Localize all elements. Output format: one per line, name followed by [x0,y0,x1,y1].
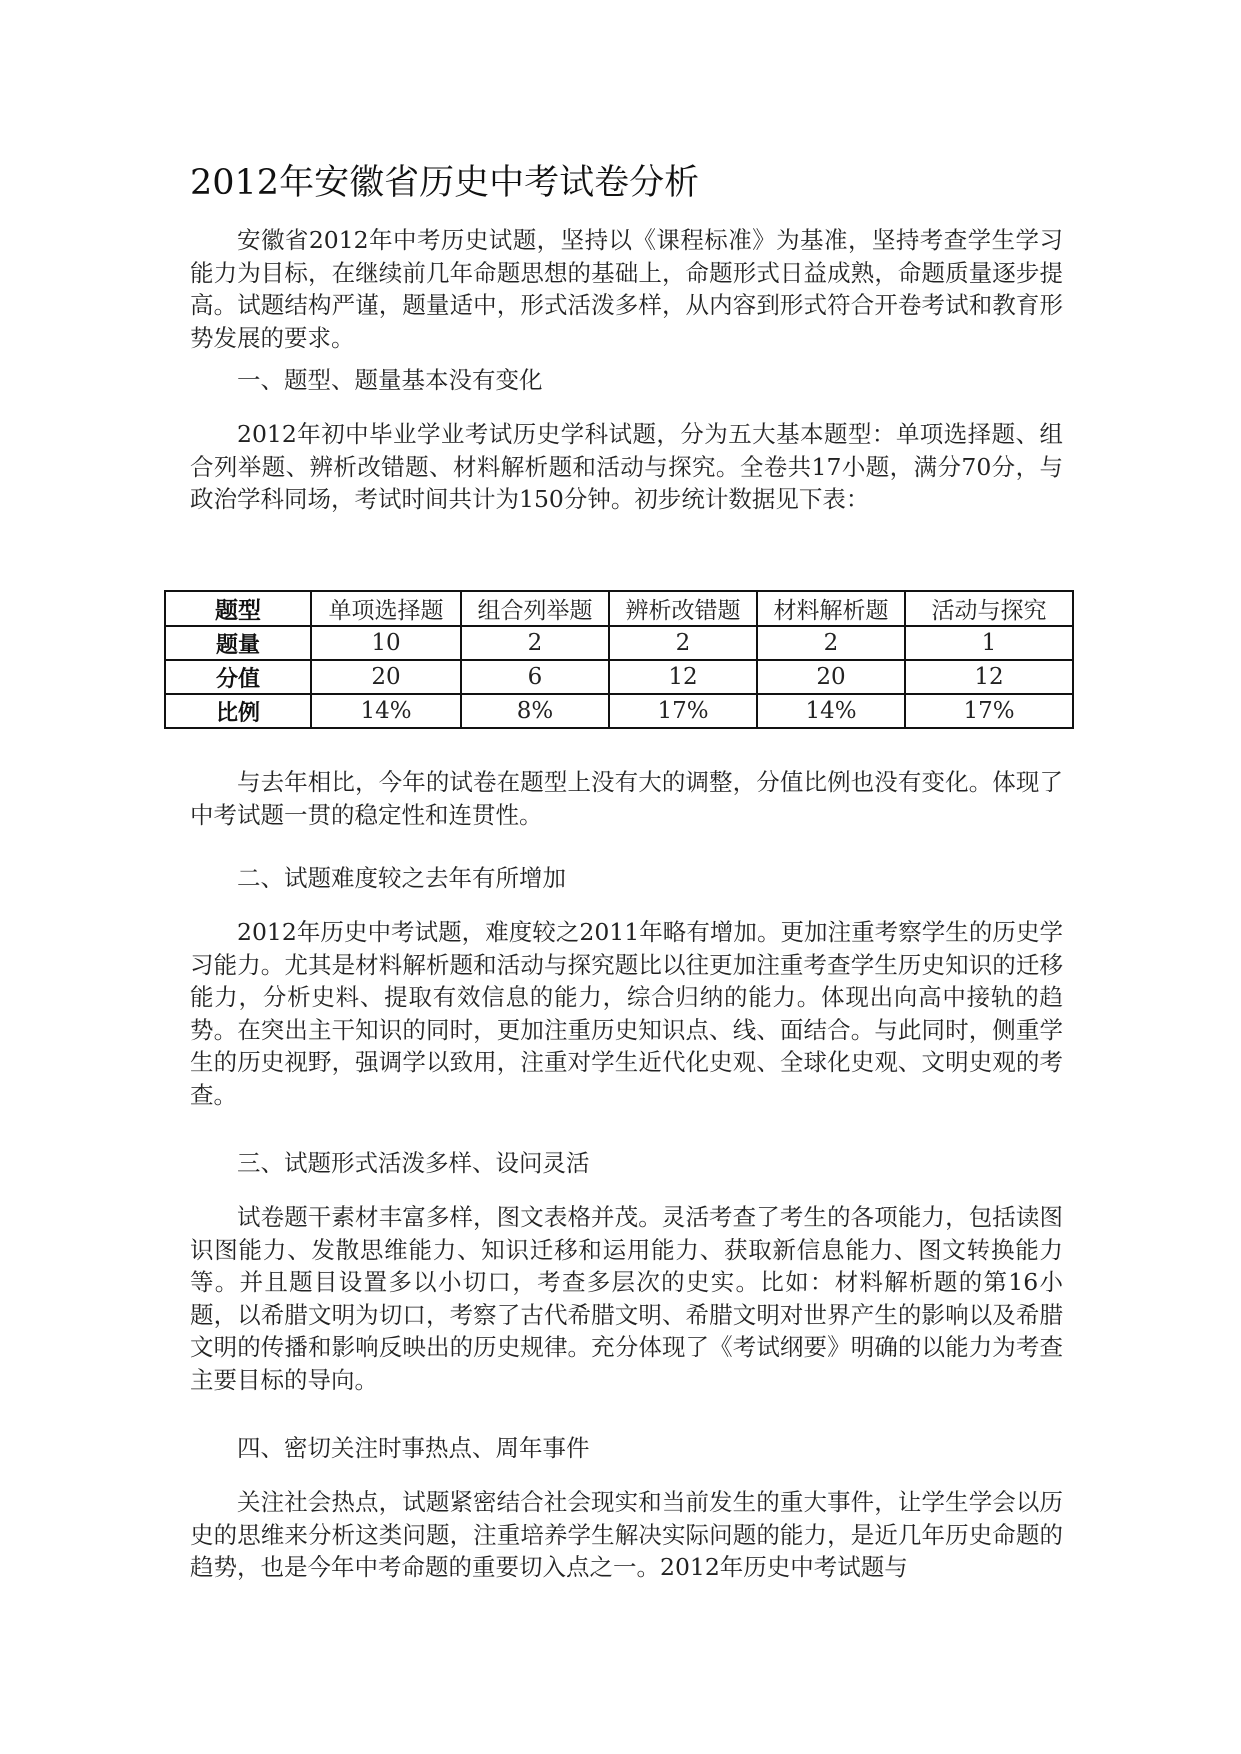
table-header-cell: 辨析改错题 [609,591,757,626]
table-cell: 12 [609,660,757,694]
section4-heading: 四、密切关注时事热点、周年事件 [237,1434,590,1462]
table-cell: 2 [757,626,905,660]
section4-paragraph: 关注社会热点，试题紧密结合社会现实和当前发生的重大事件，让学生学会以历史的思维来分析这类问题，注重培养学生解决实际问题的能力，是近几年历史命题的趋势，也是今年中考命题的重要切入点之一。2012年历史中考试题与 [190,1488,1063,1582]
table-cell: 12 [905,660,1073,694]
table-cell: 1 [905,626,1073,660]
table-header-cell: 材料解析题 [757,591,905,626]
section1-heading: 一、题型、题量基本没有变化 [237,366,543,394]
table-cell: 20 [311,660,461,694]
table-cell: 2 [461,626,609,660]
table-cell: 17% [905,694,1073,728]
table-header-row [165,591,1073,626]
section2-heading: 二、试题难度较之去年有所增加 [237,864,566,892]
table-row-label: 题量 [165,626,311,660]
table-cell: 14% [311,694,461,728]
section1-paragraph: 2012年初中毕业学业考试历史学科试题，分为五大基本题型：单项选择题、组合列举题、辨析改错题、材料解析题和活动与探究。全卷共17小题，满分70分，与政治学科同场，考试时间共计为150分钟。初步统计数据见下表： [190,420,1063,514]
table-row-label: 比例 [165,694,311,728]
table-row-label: 分值 [165,660,311,694]
table-row [165,660,1073,694]
section3-paragraph: 试卷题干素材丰富多样，图文表格并茂。灵活考查了考生的各项能力，包括读图识图能力、发散思维能力、知识迁移和运用能力、获取新信息能力、图文转换能力等。并且题目设置多以小切口，考查多层次的史实。比如：材料解析题的第16小题，以希腊文明为切口，考察了古代希腊文明、希腊文明对世界产生的影响以及希腊文明的传播和影响反映出的历史规律。充分体现了《考试纲要》明确的以能力为考查主要目标的导向。 [190,1203,1063,1394]
table-cell: 8% [461,694,609,728]
table-row [165,626,1073,660]
table-header-cell: 组合列举题 [461,591,609,626]
intro-paragraph: 安徽省2012年中考历史试题，坚持以《课程标准》为基准，坚持考查学生学习能力为目标，在继续前几年命题思想的基础上，命题形式日益成熟，命题质量逐步提高。试题结构严谨，题量适中，形式活泼多样，从内容到形式符合开卷考试和教育形势发展的要求。 [190,226,1063,352]
section3-heading: 三、试题形式活泼多样、设问灵活 [237,1149,590,1177]
table-header-cell: 单项选择题 [311,591,461,626]
table-cell: 17% [609,694,757,728]
question-stats-table [164,590,1074,729]
table-row [165,694,1073,728]
table-cell: 2 [609,626,757,660]
table-cell: 14% [757,694,905,728]
table-cell: 10 [311,626,461,660]
section2-paragraph: 2012年历史中考试题，难度较之2011年略有增加。更加注重考察学生的历史学习能力。尤其是材料解析题和活动与探究题比以往更加注重考查学生历史知识的迁移能力，分析史料、提取有效信息的能力，综合归纳的能力。体现出向高中接轨的趋势。在突出主干知识的同时，更加注重历史知识点、线、面结合。与此同时，侧重学生的历史视野，强调学以致用，注重对学生近代化史观、全球化史观、文明史观的考查。 [190,918,1063,1109]
document-title: 2012年安徽省历史中考试卷分析 [190,163,700,203]
table-header-label: 题型 [165,591,311,626]
table-cell: 6 [461,660,609,694]
table-header-cell: 活动与探究 [905,591,1073,626]
table-cell: 20 [757,660,905,694]
after-table-paragraph: 与去年相比，今年的试卷在题型上没有大的调整，分值比例也没有变化。体现了中考试题一贯的稳定性和连贯性。 [190,768,1063,829]
